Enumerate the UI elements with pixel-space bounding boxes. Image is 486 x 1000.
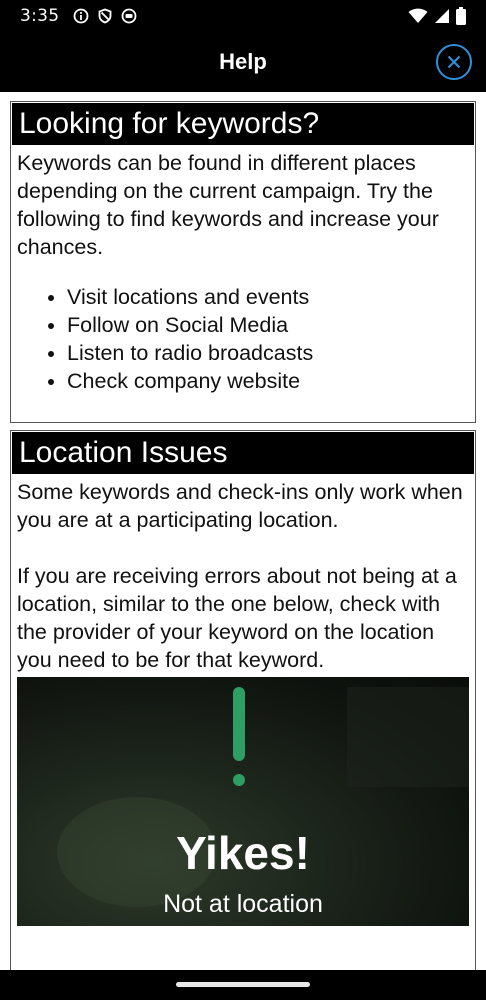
- location-issues-section: [10, 430, 476, 970]
- app-header: [0, 32, 486, 92]
- not-at-location-example-image: [17, 677, 469, 926]
- section-paragraph: Some keywords and check-ins only work when you are at a participating location.: [17, 480, 463, 532]
- section-body: [11, 474, 475, 926]
- list-item: • Listen to radio broadcasts: [67, 339, 469, 367]
- signal-icon: [434, 8, 450, 24]
- list-item: • Check company website: [67, 367, 469, 395]
- exclamation-dot: [233, 774, 245, 786]
- home-indicator[interactable]: [176, 982, 310, 987]
- close-button[interactable]: [436, 44, 472, 80]
- shield-icon: [97, 8, 113, 24]
- status-icons-left: [73, 8, 137, 24]
- section-heading: Looking for keywords?: [12, 103, 474, 145]
- status-bar: [0, 0, 486, 32]
- status-icons-right: [408, 7, 466, 25]
- section-paragraph: If you are receiving errors about not being at a location, similar to the one below, check with the provider of your keyword on the location you need to be for that keyword.: [17, 564, 457, 672]
- info-icon: [73, 8, 89, 24]
- section-body: [11, 145, 475, 395]
- exclamation-icon: [233, 687, 245, 761]
- example-subtitle: Not at location: [163, 890, 323, 918]
- help-content[interactable]: [0, 92, 486, 970]
- section-heading: Location Issues: [12, 432, 474, 474]
- page-title: Help: [219, 49, 267, 74]
- notification-icon: [121, 8, 137, 24]
- section-paragraph: Keywords can be found in different places depending on the current campaign. Try the following to find keywords and increase your chances.: [17, 151, 439, 259]
- list-item: • Follow on Social Media: [67, 311, 469, 339]
- example-title: Yikes!: [176, 827, 310, 879]
- battery-icon: [456, 7, 466, 25]
- status-time: 3:35: [20, 6, 60, 26]
- keywords-section: [10, 101, 476, 423]
- close-icon: [446, 54, 462, 70]
- wifi-icon: [408, 8, 428, 24]
- keyword-tips-list: [17, 283, 469, 395]
- list-item: • Visit locations and events: [67, 283, 469, 311]
- system-nav-bar: [0, 970, 486, 1000]
